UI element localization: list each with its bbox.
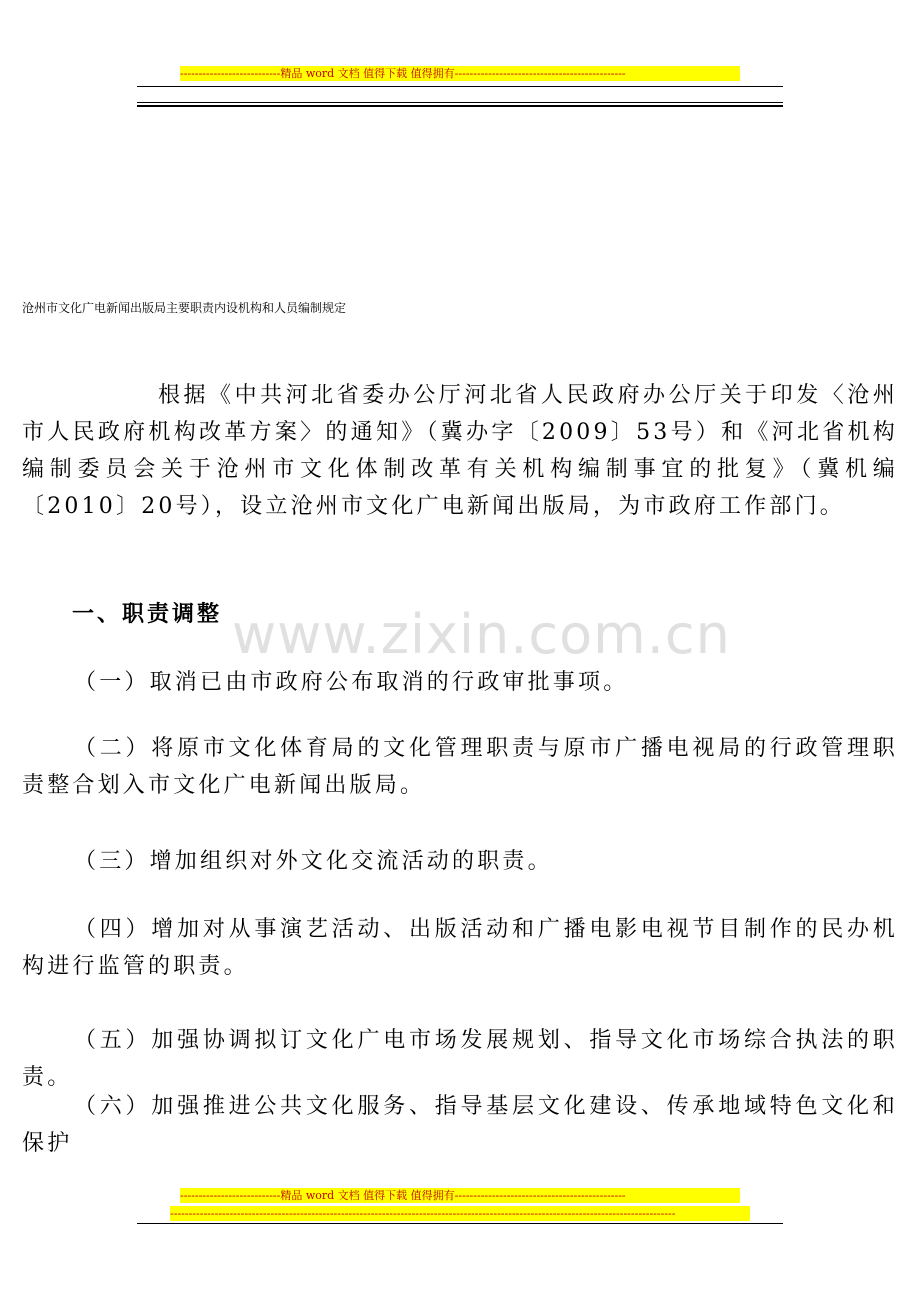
footer-banner: ---------------------------精品 word 文档 值得下载 值得拥有---------------------------------------------- [180, 1188, 740, 1203]
item-4: （四）增加对从事演艺活动、出版活动和广播电影电视节目制作的民办机构进行监管的职责。 [22, 917, 898, 979]
footer-rule [137, 1223, 783, 1224]
header-rule-double-2 [137, 105, 783, 107]
item-1: （一）取消已由市政府公布取消的行政审批事项。 [74, 670, 629, 695]
intro-paragraph: 根据《中共河北省委办公厅河北省人民政府办公厅关于印发〈沧州市人民政府机构改革方案〉的通知》（冀办字〔2009〕53号）和《河北省机构编制委员会关于沧州市文化体制改革有关机构编制事宜的批复》（冀机编〔2010〕20号），设立沧州市文化广电新闻出版局，为市政府工作部门。 [22, 383, 898, 519]
watermark: www.zixin.com.cn [232, 603, 731, 666]
item-3: （三）增加组织对外文化交流活动的职责。 [74, 849, 553, 874]
item-5: （五）加强协调拟订文化广电市场发展规划、指导文化市场综合执法的职责。 [22, 1028, 898, 1090]
header-banner: ---------------------------精品 word 文档 值得下载 值得拥有---------------------------------------------- [180, 66, 740, 81]
document-title: 沧州市文化广电新闻出版局主要职责内设机构和人员编制规定 [22, 301, 347, 315]
header-rule-double-1 [137, 102, 783, 103]
item-2: （二）将原市文化体育局的文化管理职责与原市广播电视局的行政管理职责整合划入市文化广电新闻出版局。 [22, 736, 898, 798]
footer-dash-line: ---------------------------------------------------------------------------------------------------------------------------------------- [170, 1206, 750, 1221]
header-rule-top [137, 86, 783, 87]
section-heading: 一、职责调整 [72, 601, 223, 627]
item-6: （六）加强推进公共文化服务、指导基层文化建设、传承地域特色文化和保护 [22, 1094, 898, 1156]
